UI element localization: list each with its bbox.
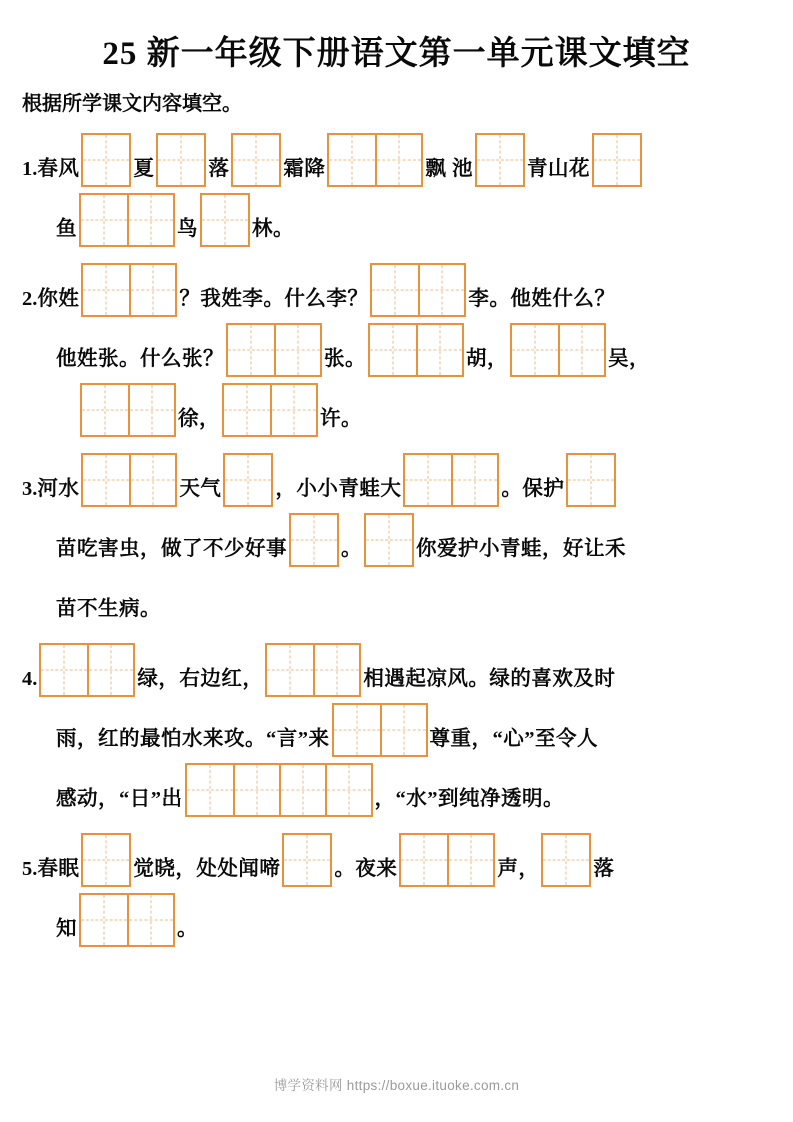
grid-cell[interactable]: [127, 895, 173, 945]
question-line: [22, 571, 771, 627]
instruction-text: 根据所学课文内容填空。: [22, 93, 242, 116]
question-line: [22, 451, 771, 507]
grid-cell[interactable]: [416, 325, 462, 375]
grid-cell[interactable]: [202, 195, 248, 245]
answer-blank-grid[interactable]: [370, 263, 466, 317]
answer-blank-grid[interactable]: [475, 133, 525, 187]
question-text: 绿，右边红，: [137, 667, 264, 690]
answer-blank-grid[interactable]: [403, 453, 499, 507]
question-text: 吴，: [608, 347, 650, 370]
grid-cell[interactable]: [224, 385, 270, 435]
grid-cell[interactable]: [279, 765, 325, 815]
question-text: 林。: [252, 217, 294, 240]
question-line: [22, 641, 771, 697]
question-text: 春眠: [37, 857, 80, 880]
question-text: 你姓: [37, 287, 80, 310]
question-text: 春风: [37, 157, 80, 180]
answer-blank-grid[interactable]: [223, 453, 273, 507]
question-text: ，“水”到纯净透明。: [374, 787, 564, 810]
grid-cell[interactable]: [334, 705, 380, 755]
question-item: [22, 641, 771, 817]
grid-cell[interactable]: [568, 455, 614, 505]
grid-cell[interactable]: [81, 895, 127, 945]
answer-blank-grid[interactable]: [222, 383, 318, 437]
question-line: [22, 131, 771, 187]
question-line: [22, 761, 771, 817]
question-number: 2.: [22, 287, 38, 310]
question-number: 1.: [22, 157, 38, 180]
grid-cell[interactable]: [543, 835, 589, 885]
answer-blank-grid[interactable]: [39, 643, 135, 697]
grid-cell[interactable]: [267, 645, 313, 695]
answer-blank-grid[interactable]: [81, 133, 131, 187]
grid-cell[interactable]: [128, 385, 174, 435]
question-text: 觉晓，处处闻啼: [133, 857, 281, 880]
question-text: 。: [341, 537, 362, 560]
grid-cell[interactable]: [451, 455, 497, 505]
grid-cell[interactable]: [512, 325, 558, 375]
grid-cell[interactable]: [270, 385, 316, 435]
question-text: 飘 池: [425, 157, 473, 180]
grid-cell[interactable]: [284, 835, 330, 885]
grid-cell[interactable]: [129, 455, 175, 505]
question-line: [22, 511, 771, 567]
answer-blank-grid[interactable]: [156, 133, 206, 187]
answer-blank-grid[interactable]: [327, 133, 423, 187]
question-text: 鸟: [177, 217, 198, 240]
grid-cell[interactable]: [228, 325, 274, 375]
grid-cell[interactable]: [187, 765, 233, 815]
answer-blank-grid[interactable]: [510, 323, 606, 377]
grid-cell[interactable]: [418, 265, 464, 315]
question-item: [22, 131, 771, 247]
grid-cell[interactable]: [274, 325, 320, 375]
grid-cell[interactable]: [233, 765, 279, 815]
question-text: 苗吃害虫，做了不少好事: [56, 537, 287, 560]
grid-cell[interactable]: [477, 135, 523, 185]
grid-cell[interactable]: [82, 385, 128, 435]
question-text: 苗不生病。: [56, 597, 161, 620]
question-text: ？我姓李。什么李？: [179, 287, 369, 310]
grid-cell[interactable]: [558, 325, 604, 375]
grid-cell[interactable]: [129, 265, 175, 315]
question-text: 落: [208, 157, 230, 180]
question-text: 落: [593, 857, 615, 880]
grid-cell[interactable]: [83, 455, 129, 505]
question-text: 感动，“日”出: [56, 787, 183, 810]
question-text: 。夜来: [334, 857, 398, 880]
grid-cell[interactable]: [83, 135, 129, 185]
answer-blank-grid[interactable]: [231, 133, 281, 187]
question-line: [22, 891, 771, 947]
grid-cell[interactable]: [372, 265, 418, 315]
grid-cell[interactable]: [366, 515, 412, 565]
question-text: 声，: [497, 857, 540, 880]
grid-cell[interactable]: [41, 645, 87, 695]
grid-cell[interactable]: [233, 135, 279, 185]
question-text: 张。: [324, 347, 366, 370]
grid-cell[interactable]: [313, 645, 359, 695]
answer-blank-grid[interactable]: [81, 833, 131, 887]
questions-list: [0, 131, 793, 947]
answer-blank-grid[interactable]: [226, 323, 322, 377]
answer-blank-grid[interactable]: [79, 893, 175, 947]
question-text: 。保护: [501, 477, 565, 500]
answer-blank-grid[interactable]: [566, 453, 616, 507]
answer-blank-grid[interactable]: [80, 383, 176, 437]
answer-blank-grid[interactable]: [81, 263, 177, 317]
question-number: 5.: [22, 857, 38, 880]
question-line: [22, 831, 771, 887]
grid-cell[interactable]: [87, 645, 133, 695]
question-number: 4.: [22, 667, 38, 690]
grid-cell[interactable]: [594, 135, 640, 185]
grid-cell[interactable]: [401, 835, 447, 885]
grid-cell[interactable]: [83, 265, 129, 315]
question-text: 夏: [133, 157, 155, 180]
grid-cell[interactable]: [225, 455, 271, 505]
grid-cell[interactable]: [375, 135, 421, 185]
answer-blank-grid[interactable]: [541, 833, 591, 887]
question-text: 鱼: [56, 217, 77, 240]
page-title: 25 新一年级下册语文第一单元课文填空: [102, 36, 691, 72]
question-text: 天气: [179, 477, 222, 500]
question-text: 青山花: [527, 157, 590, 180]
question-item: [22, 831, 771, 947]
question-text: 雨，红的最怕水来攻。“言”来: [56, 727, 330, 750]
grid-cell[interactable]: [370, 325, 416, 375]
footer-watermark: 博学资料网 https://boxue.ituoke.com.cn: [273, 1078, 520, 1093]
question-text: 他姓张。什么张？: [56, 347, 224, 370]
question-line: [22, 321, 771, 377]
question-text: 你爱护小青蛙，好让禾: [416, 537, 626, 560]
answer-blank-grid[interactable]: [282, 833, 332, 887]
question-text: 尊重，“心”至令人: [429, 727, 598, 750]
question-text: 胡，: [466, 347, 508, 370]
grid-cell[interactable]: [329, 135, 375, 185]
answer-blank-grid[interactable]: [79, 193, 175, 247]
question-text: 许。: [320, 407, 362, 430]
answer-blank-grid[interactable]: [332, 703, 428, 757]
grid-cell[interactable]: [380, 705, 426, 755]
question-text: 李。他姓什么？: [468, 287, 616, 310]
answer-blank-grid[interactable]: [81, 453, 177, 507]
question-line: [22, 381, 771, 437]
question-text: 。: [177, 917, 198, 940]
answer-blank-grid[interactable]: [364, 513, 414, 567]
grid-cell[interactable]: [447, 835, 493, 885]
question-item: [22, 261, 771, 437]
grid-cell[interactable]: [325, 765, 371, 815]
question-text: 徐，: [178, 407, 220, 430]
question-text: 霜降: [283, 157, 326, 180]
question-line: [22, 261, 771, 317]
answer-blank-grid[interactable]: [185, 763, 373, 817]
question-text: 相遇起凉风。绿的喜欢及时: [363, 667, 616, 690]
question-line: [22, 701, 771, 757]
question-text: ，小小青蛙大: [275, 477, 402, 500]
answer-blank-grid[interactable]: [399, 833, 495, 887]
grid-cell[interactable]: [127, 195, 173, 245]
question-line: [22, 191, 771, 247]
answer-blank-grid[interactable]: [265, 643, 361, 697]
answer-blank-grid[interactable]: [289, 513, 339, 567]
grid-cell[interactable]: [158, 135, 204, 185]
grid-cell[interactable]: [81, 195, 127, 245]
question-number: 3.: [22, 477, 38, 500]
answer-blank-grid[interactable]: [592, 133, 642, 187]
question-item: [22, 451, 771, 627]
grid-cell[interactable]: [405, 455, 451, 505]
grid-cell[interactable]: [83, 835, 129, 885]
answer-blank-grid[interactable]: [368, 323, 464, 377]
question-text: 河水: [37, 477, 80, 500]
question-text: 知: [56, 917, 77, 940]
grid-cell[interactable]: [291, 515, 337, 565]
answer-blank-grid[interactable]: [200, 193, 250, 247]
